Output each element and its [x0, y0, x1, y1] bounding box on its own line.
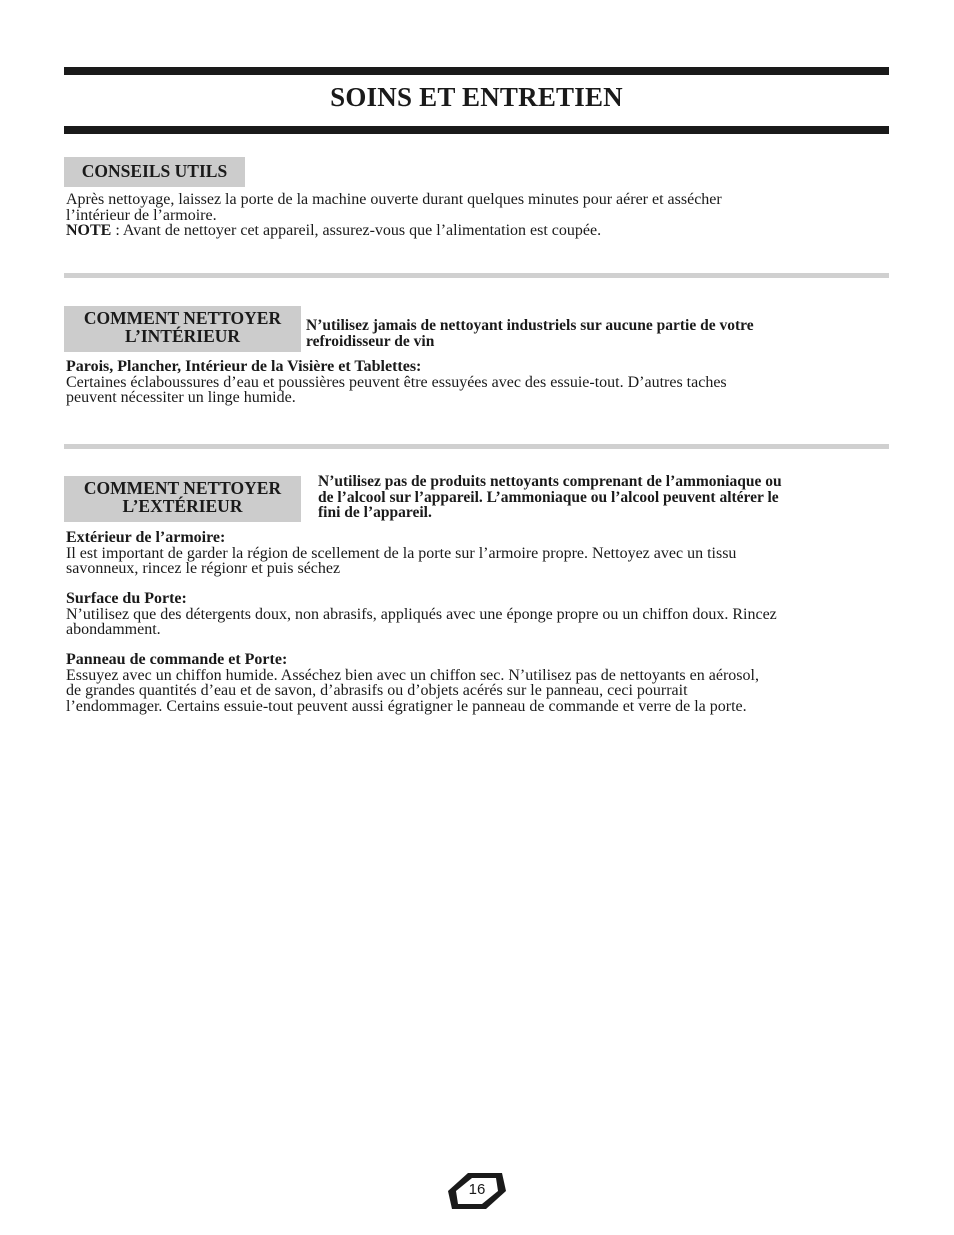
section-label-line: CONSEILS UTILS	[81, 161, 228, 181]
paragraph-heading: Parois, Plancher, Intérieur de la Visière et Tablettes:	[66, 358, 422, 375]
paragraph-heading: Extérieur de l’armoire:	[66, 529, 226, 546]
exterieur-warning	[318, 474, 889, 521]
section-label-line: COMMENT NETTOYER	[83, 478, 282, 498]
section-divider	[64, 273, 889, 278]
header-rule-top	[64, 67, 889, 75]
section-label-line: L’INTÉRIEUR	[124, 326, 241, 346]
conseils-body	[66, 192, 889, 239]
paragraph-heading: Panneau de commande et Porte:	[66, 651, 288, 668]
exterieur-paragraph-porte	[66, 591, 889, 638]
warning-line: fini de l’appareil.	[318, 504, 432, 521]
body-line: peuvent nécessiter un linge humide.	[66, 389, 296, 406]
note-line	[66, 223, 889, 239]
body-line: N’utilisez que des détergents doux, non abrasifs, appliqués avec une éponge propre ou un chiffon doux. Rincez	[66, 605, 777, 623]
interieur-paragraph	[66, 359, 889, 406]
warning-line: refroidisseur de vin	[306, 332, 435, 350]
body-line: Essuyez avec un chiffon humide. Asséchez bien avec un chiffon sec. N’utilisez pas de nettoyants en aérosol,	[66, 666, 759, 684]
warning-line: N’utilisez pas de produits nettoyants comprenant de l’ammoniaque ou	[318, 473, 782, 490]
section-label-exterieur	[64, 476, 301, 522]
body-line: Certaines éclaboussures d’eau et poussières peuvent être essuyées avec des essuie-tout. D’autres taches	[66, 373, 727, 391]
header-rule-bottom	[64, 126, 889, 134]
section-label-conseils	[64, 157, 245, 187]
page-title: SOINS ET ENTRETIEN	[330, 82, 623, 112]
body-line: de grandes quantités d’eau et de savon, d’abrasifs ou d’objets acérés sur le panneau, ceci pourrait	[66, 682, 688, 699]
warning-line: de l’alcool sur l’appareil. L’ammoniaque ou l’alcool peuvent altérer le	[318, 488, 779, 506]
section-divider	[64, 444, 889, 449]
body-line: l’endommager. Certains essuie-tout peuvent aussi égratigner le panneau de commande et verre de la porte.	[66, 697, 747, 715]
body-line: savonneux, rincez le régionr et puis séchez	[66, 560, 341, 577]
exterieur-paragraph-panneau	[66, 652, 889, 714]
section-label-line: COMMENT NETTOYER	[83, 308, 282, 328]
page-number: 16	[468, 1181, 486, 1198]
section-label-interieur	[64, 306, 301, 352]
body-line: Il est important de garder la région de scellement de la porte sur l’armoire propre. Nettoyez avec un tissu	[66, 544, 737, 562]
body-line: Après nettoyage, laissez la porte de la machine ouverte durant quelques minutes pour aérer et assécher	[66, 191, 722, 208]
warning-line: N’utilisez jamais de nettoyant industriels sur aucune partie de votre	[306, 317, 754, 334]
body-line: l’intérieur de l’armoire.	[66, 206, 217, 224]
note-text: : Avant de nettoyer cet appareil, assurez-vous que l’alimentation est coupée.	[111, 222, 602, 239]
note-label: NOTE	[66, 222, 112, 239]
body-line: abondamment.	[66, 621, 161, 638]
interieur-warning	[306, 318, 889, 349]
section-label-line: L’EXTÉRIEUR	[122, 496, 243, 516]
paragraph-heading: Surface du Porte:	[66, 590, 187, 607]
exterieur-paragraph-armoire	[66, 530, 889, 577]
